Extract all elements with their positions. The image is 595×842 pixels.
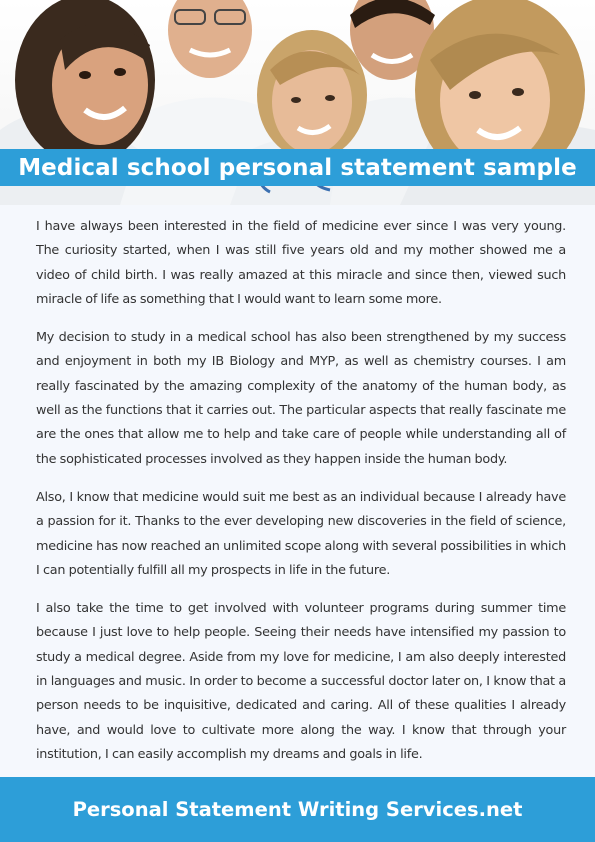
- footer-banner: [0, 777, 595, 842]
- statement-text: [36, 215, 566, 781]
- paragraph-3: Also, I know that medicine would suit me best as an individual because I already have a passion for it. Thanks to the ever developing new discoveries in the field of science, medicine has now reached an unlimited scope along with several possibilities in which I can potentially fulfill all my prospects in life in the future.: [36, 489, 566, 578]
- title-banner: [0, 149, 595, 186]
- paragraph-4: I also take the time to get involved with volunteer programs during summer time because I just love to help people. Seeing their needs have intensified my passion to study a medical degree. Aside from my love for medicine, I am also deeply interested in languages and music. In order to become a successful doctor later on, I know that a person needs to be inquisitive, dedicated and caring. All of these qualities I already have, and would love to cultivate more along the way. I know that through your institution, I can easily accomplish my dreams and goals in life.: [36, 601, 566, 762]
- statement-body: [0, 205, 595, 777]
- paragraph-1: I have always been interested in the field of medicine ever since I was very young. The curiosity started, when I was still five years old and my mother showed me a video of child birth. I was really amazed at this miracle and since then, viewed such miracle of life as something that I would want to learn some more.: [36, 219, 566, 307]
- paragraph-2: My decision to study in a medical school has also been strengthened by my success and enjoyment in both my IB Biology and MYP, as well as chemistry courses. I am really fascinated by the amazing complexity of the anatomy of the human body, as well as the functions that it carries out. The particular aspects that really fascinate me are the ones that allow me to help and take care of people while understanding all of the sophisticated processes involved as they happen inside the human body.: [36, 330, 566, 467]
- page-title: Medical school personal statement sample: [18, 154, 577, 181]
- footer-site-name: Personal Statement Writing Services.net: [72, 798, 523, 821]
